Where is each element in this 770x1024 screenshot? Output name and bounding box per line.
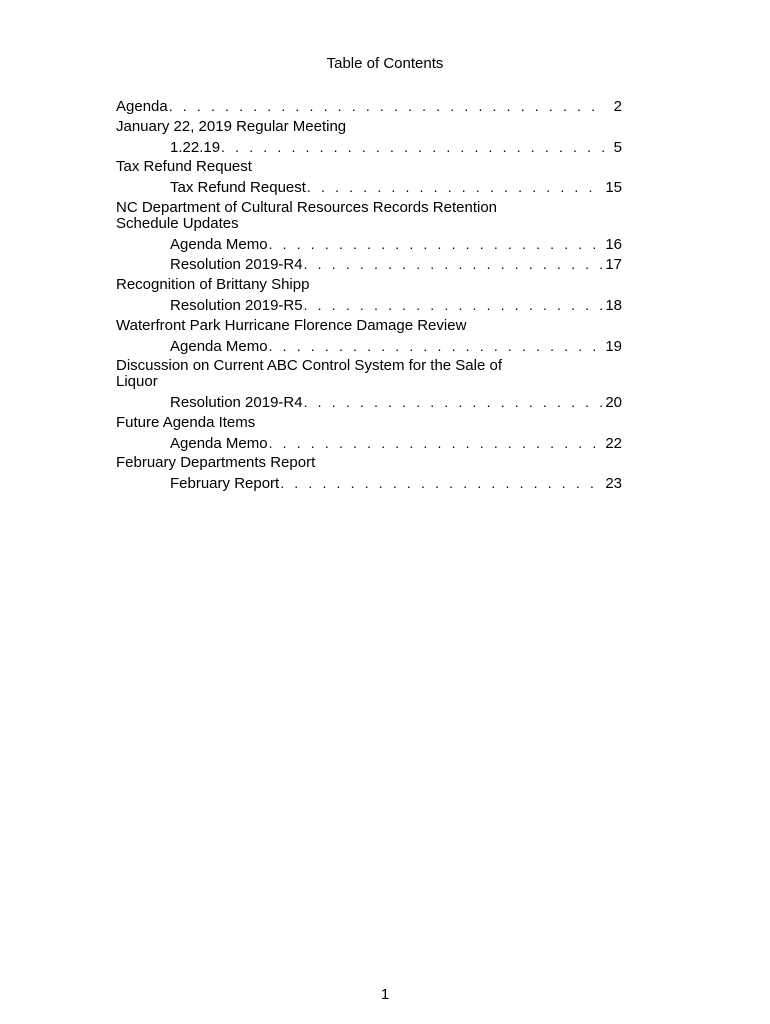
toc-section-heading bbox=[116, 199, 622, 235]
toc-section-label: Tax Refund Request bbox=[116, 158, 252, 176]
toc-entry-label: Agenda Memo bbox=[170, 434, 268, 452]
toc-entry-label: Resolution 2019-R4 bbox=[170, 394, 303, 412]
toc-section-heading bbox=[116, 454, 622, 474]
toc-page-number: 22 bbox=[605, 434, 622, 452]
dot-leader bbox=[304, 296, 604, 314]
toc-title: Table of Contents bbox=[326, 55, 444, 72]
dot-leader bbox=[269, 434, 604, 452]
toc-section-heading bbox=[116, 276, 622, 296]
toc-entry[interactable] bbox=[116, 434, 622, 455]
toc-section-heading bbox=[116, 357, 622, 393]
toc-page-number: 5 bbox=[613, 138, 622, 156]
toc-page-number: 17 bbox=[605, 256, 622, 274]
toc-page-number: 23 bbox=[605, 475, 622, 493]
toc-section-heading bbox=[116, 158, 622, 178]
toc-section-label: NC Department of Cultural Resources Records Retention Schedule Updates bbox=[116, 198, 497, 232]
toc-section-label: January 22, 2019 Regular Meeting bbox=[116, 117, 347, 135]
toc-entry[interactable] bbox=[116, 393, 622, 414]
toc-section-heading bbox=[116, 118, 622, 138]
toc-page-number: 15 bbox=[605, 179, 622, 197]
toc-entry-agenda[interactable] bbox=[116, 97, 622, 118]
toc-entry[interactable] bbox=[116, 235, 622, 256]
toc-page-number: 16 bbox=[605, 235, 622, 253]
dot-leader bbox=[169, 97, 604, 115]
dot-leader bbox=[280, 474, 603, 492]
toc-section-label: Future Agenda Items bbox=[116, 413, 256, 431]
dot-leader bbox=[221, 138, 604, 156]
dot-leader bbox=[304, 255, 604, 273]
toc-entry[interactable] bbox=[116, 138, 622, 159]
toc-entry[interactable] bbox=[116, 255, 622, 276]
toc-entry[interactable] bbox=[116, 296, 622, 317]
toc-page-number: 19 bbox=[605, 337, 622, 355]
toc-entry-label: Resolution 2019-R4 bbox=[170, 256, 303, 274]
toc-entry-label: Resolution 2019-R5 bbox=[170, 296, 303, 314]
toc-entry-label: Tax Refund Request bbox=[170, 179, 306, 197]
toc-section-heading bbox=[116, 414, 622, 434]
toc-entry-label: Agenda Memo bbox=[170, 337, 268, 355]
toc-section-label: February Departments Report bbox=[116, 454, 316, 472]
toc-entry[interactable] bbox=[116, 474, 622, 495]
toc-page-number: 2 bbox=[613, 98, 622, 115]
toc-entry[interactable] bbox=[116, 178, 622, 199]
dot-leader bbox=[307, 178, 603, 196]
toc-entry-label: Agenda bbox=[116, 98, 168, 115]
page-number: 1 bbox=[380, 986, 390, 1003]
dot-leader bbox=[304, 393, 604, 411]
toc-entry-label: February Report bbox=[170, 475, 280, 493]
dot-leader bbox=[269, 235, 604, 253]
toc-section-label: Recognition of Brittany Shipp bbox=[116, 275, 310, 293]
toc-section-label: Waterfront Park Hurricane Florence Damage Review bbox=[116, 316, 467, 334]
toc-page-number: 20 bbox=[605, 394, 622, 412]
toc-page-number: 18 bbox=[605, 296, 622, 314]
toc-section-heading bbox=[116, 317, 622, 337]
toc-entry-label: Agenda Memo bbox=[170, 235, 268, 253]
toc-section-label: Discussion on Current ABC Control System for the Sale of Liquor bbox=[116, 357, 503, 391]
dot-leader bbox=[269, 337, 604, 355]
table-of-contents bbox=[116, 97, 622, 495]
toc-entry[interactable] bbox=[116, 337, 622, 358]
toc-entry-label: 1.22.19 bbox=[170, 138, 221, 156]
